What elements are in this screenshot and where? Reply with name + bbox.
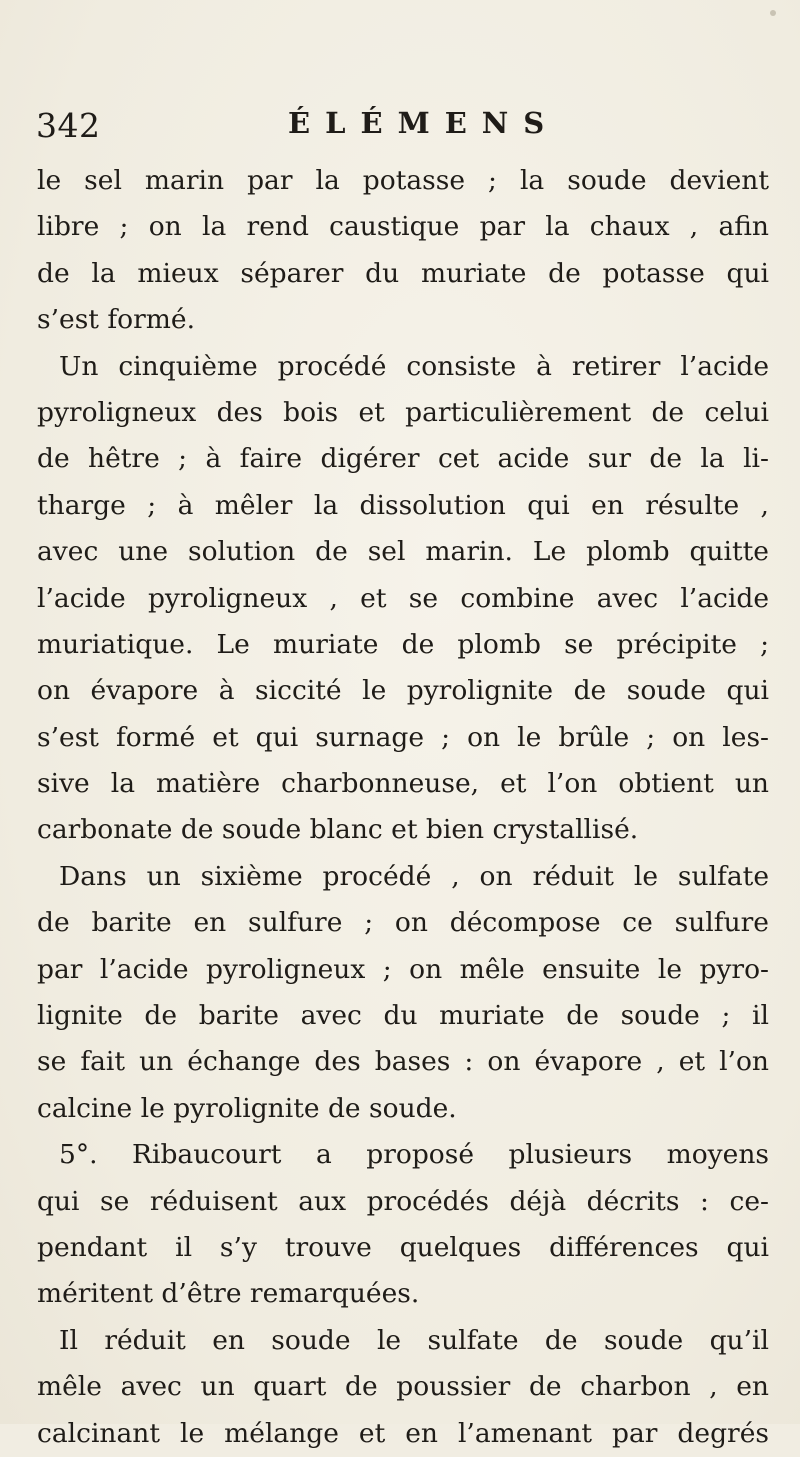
text-line: pendant il s’y trouve quelques différences qui [37,1231,769,1263]
paragraph-start-line: Un cinquième procédé consiste à retirer l’acide [59,350,769,382]
text-line: calcinant le mélange et en l’amenant par degrés [37,1417,769,1449]
text-line: pyroligneux des bois et particulièrement de celui [37,396,769,428]
body-text [37,158,769,1457]
text-line: le sel marin par la potasse ; la soude devient [37,165,769,196]
paper-mark [770,10,776,16]
text-line: libre ; on la rend caustique par la chaux , afin [37,211,769,243]
paragraph-start-line: 5°. Ribaucourt a proposé plusieurs moyens [59,1139,769,1171]
text-line: muriatique. Le muriate de plomb se précipite ; [37,628,769,660]
text-line: on évapore à siccité le pyrolignite de soude qui [37,675,769,707]
text-line: méritent d’être remarquées. [37,1278,420,1310]
page-header [36,102,776,152]
text-line: de barite en sulfure ; on décompose ce sulfure [37,907,769,939]
text-line: s’est formé et qui surnage ; on le brûle ; on les- [37,721,769,753]
running-head: ÉLÉMENS [288,106,560,140]
text-line: qui se réduisent aux procédés déjà décrits : ce- [37,1185,769,1217]
text-line: par l’acide pyroligneux ; on mêle ensuite le pyro- [37,953,769,985]
text-line: tharge ; à mêler la dissolution qui en résulte , [37,489,769,521]
text-line: s’est formé. [37,304,196,336]
text-line: calcine le pyrolignite de soude. [37,1092,457,1124]
text-line: l’acide pyroligneux , et se combine avec l’acide [37,582,769,614]
text-line: carbonate de soude blanc et bien crystallisé. [37,814,639,846]
text-line: avec une solution de sel marin. Le plomb quitte [37,536,769,568]
text-line: lignite de barite avec du muriate de soude ; il [37,1000,769,1032]
text-line: de hêtre ; à faire digérer cet acide sur de la li- [37,443,769,475]
paragraph-start-line: Il réduit en soude le sulfate de soude qu’il [59,1324,769,1356]
text-line: mêle avec un quart de poussier de charbon , en [37,1371,769,1403]
paragraph-start-line: Dans un sixième procédé , on réduit le sulfate [59,860,769,892]
text-line: de la mieux séparer du muriate de potasse qui [37,257,769,289]
text-line: se fait un échange des bases : on évapore , et l’on [37,1046,769,1078]
page-number: 342 [36,106,101,145]
text-line: sive la matière charbonneuse, et l’on obtient un [37,768,769,800]
